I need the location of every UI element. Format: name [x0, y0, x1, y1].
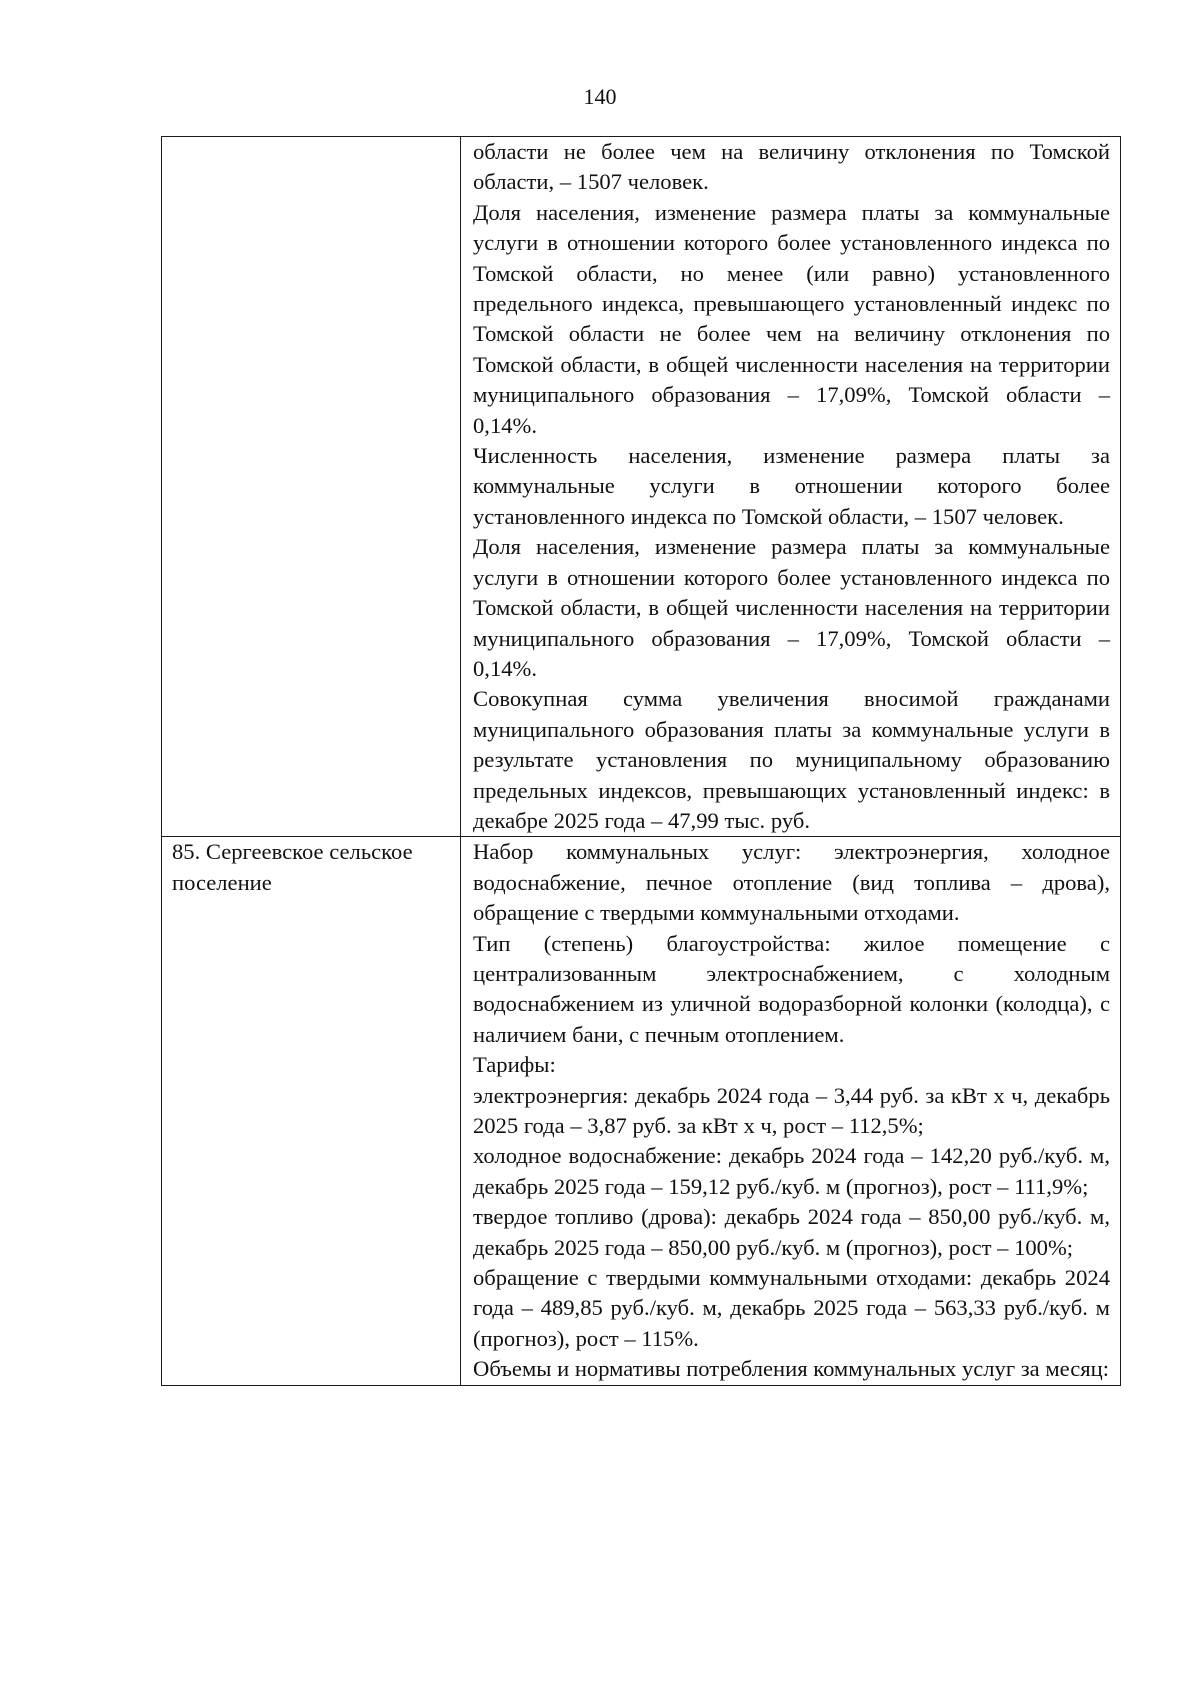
paragraph: Тип (степень) благоустройства: жилое помещение с централизованным электроснабжением, с холодным водоснабжением из уличной водоразборной колонки (колодца), с наличием бани, с печным отоплением.	[473, 930, 1110, 1047]
municipality-cell	[162, 137, 461, 837]
table-row	[162, 137, 1121, 837]
document-table	[161, 136, 1121, 1386]
table-row	[162, 837, 1121, 1385]
page-number: 140	[583, 84, 617, 109]
municipality-cell	[162, 837, 461, 1385]
paragraph: Доля населения, изменение размера платы за коммунальные услуги в отношении которого более установленного индекса по Томской области, но менее (или равно) установленного предельного индекса, превышающего установленный индекс по Томской области не более чем на величину отклонения по Томской области, в общей численности населения на территории муниципального образования – 17,09%, Томской области – 0,14%.	[473, 199, 1110, 438]
description-cell	[461, 837, 1121, 1385]
paragraph: Набор коммунальных услуг: электроэнергия, холодное водоснабжение, печное отопление (вид топлива – дрова), обращение с твердыми коммунальными отходами.	[473, 839, 1110, 926]
paragraph: Тарифы:	[473, 1052, 556, 1078]
paragraph: твердое топливо (дрова): декабрь 2024 года – 850,00 руб./куб. м, декабрь 2025 года – 850,00 руб./куб. м (прогноз), рост – 100%;	[473, 1204, 1110, 1260]
paragraph: обращение с твердыми коммунальными отходами: декабрь 2024 года – 489,85 руб./куб. м, декабрь 2025 года – 563,33 руб./куб. м (прогноз), рост – 115%.	[473, 1265, 1110, 1351]
description-cell	[461, 137, 1121, 837]
paragraph: электроэнергия: декабрь 2024 года – 3,44 руб. за кВт х ч, декабрь 2025 года – 3,87 руб. за кВт х ч, рост – 112,5%;	[473, 1082, 1110, 1138]
paragraph: холодное водоснабжение: декабрь 2024 года – 142,20 руб./куб. м, декабрь 2025 года – 159,12 руб./куб. м (прогноз), рост – 111,9%;	[473, 1143, 1110, 1199]
municipality-name: 85. Сергеевское сельское поселение	[172, 839, 413, 895]
paragraph: Доля населения, изменение размера платы за коммунальные услуги в отношении которого более установленного индекса по Томской области, в общей численности населения на территории муниципального образования – 17,09%, Томской области – 0,14%.	[473, 534, 1110, 681]
paragraph: Объемы и нормативы потребления коммунальных услуг за месяц:	[473, 1356, 1110, 1382]
paragraph: Совокупная сумма увеличения вносимой гражданами муниципального образования платы за коммунальные услуги в результате установления по муниципальному образованию предельных индексов, превышающих установленный индекс: в декабре 2025 года – 47,99 тыс. руб.	[473, 686, 1110, 833]
paragraph: Численность населения, изменение размера платы за коммунальные услуги в отношении которого более установленного индекса по Томской области, – 1507 человек.	[473, 443, 1110, 529]
paragraph: области не более чем на величину отклонения по Томской области, – 1507 человек.	[473, 139, 1110, 195]
